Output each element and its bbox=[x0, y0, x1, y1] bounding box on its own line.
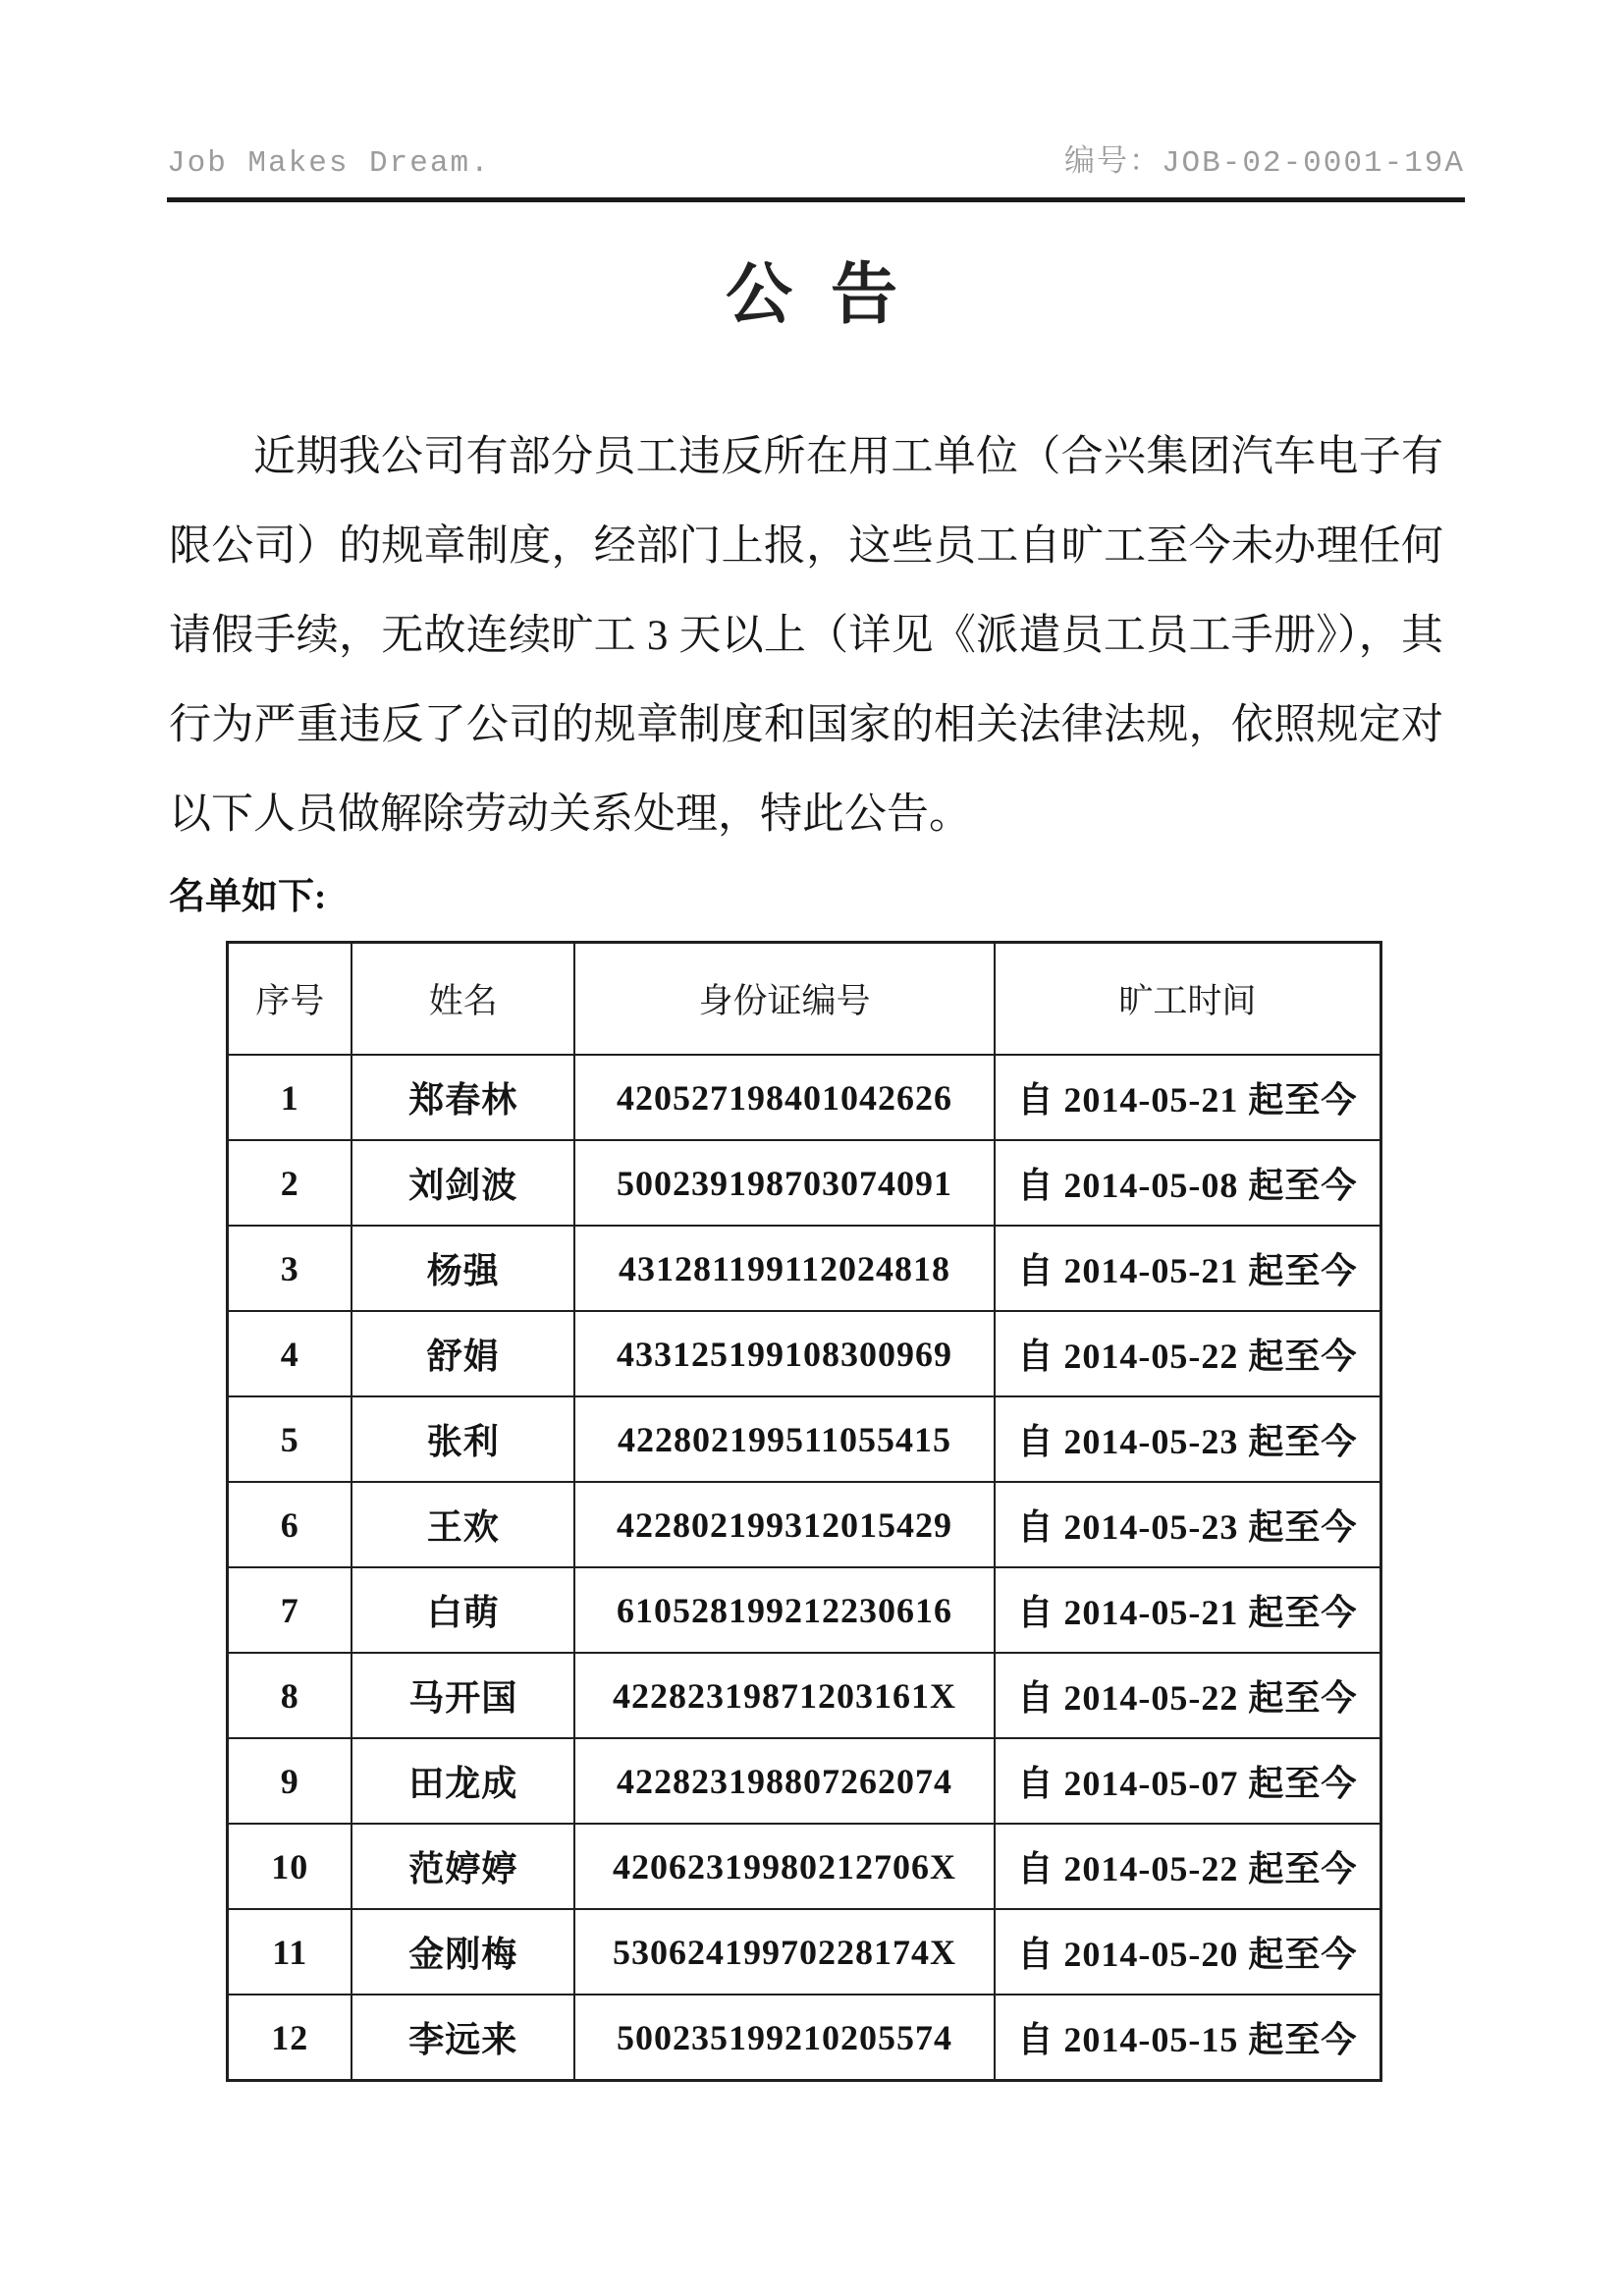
name-cell: 马开国 bbox=[352, 1653, 574, 1738]
id-number-cell: 420527198401042626 bbox=[574, 1055, 995, 1140]
table-row bbox=[228, 1396, 1381, 1482]
column-header: 身份证编号 bbox=[574, 943, 995, 1056]
id-number-cell: 433125199108300969 bbox=[574, 1311, 995, 1396]
dismissal-roster-table bbox=[226, 941, 1382, 2082]
seq-cell: 3 bbox=[228, 1226, 352, 1311]
id-number-cell: 500235199210205574 bbox=[574, 1995, 995, 2081]
name-cell: 白萌 bbox=[352, 1567, 574, 1653]
name-cell: 舒娟 bbox=[352, 1311, 574, 1396]
absence-period-cell: 自 2014-05-22 起至今 bbox=[995, 1311, 1381, 1396]
header-divider bbox=[167, 197, 1465, 202]
id-number-cell: 422823198807262074 bbox=[574, 1738, 995, 1824]
name-cell: 李远来 bbox=[352, 1995, 574, 2081]
table-row bbox=[228, 1824, 1381, 1909]
table-row bbox=[228, 1567, 1381, 1653]
name-cell: 金刚梅 bbox=[352, 1909, 574, 1995]
table-row bbox=[228, 1482, 1381, 1567]
id-number-cell: 42282319871203161X bbox=[574, 1653, 995, 1738]
name-cell: 田龙成 bbox=[352, 1738, 574, 1824]
header-slogan: Job Makes Dream. bbox=[167, 146, 491, 181]
absence-period-cell: 自 2014-05-07 起至今 bbox=[995, 1738, 1381, 1824]
id-number-cell: 431281199112024818 bbox=[574, 1226, 995, 1311]
seq-cell: 1 bbox=[228, 1055, 352, 1140]
table-body bbox=[228, 1055, 1381, 2081]
absence-period-cell: 自 2014-05-08 起至今 bbox=[995, 1140, 1381, 1226]
seq-cell: 10 bbox=[228, 1824, 352, 1909]
seq-cell: 9 bbox=[228, 1738, 352, 1824]
name-cell: 刘剑波 bbox=[352, 1140, 574, 1226]
seq-cell: 5 bbox=[228, 1396, 352, 1482]
absence-period-cell: 自 2014-05-22 起至今 bbox=[995, 1653, 1381, 1738]
id-number-cell: 422802199511055415 bbox=[574, 1396, 995, 1482]
header-row bbox=[228, 943, 1381, 1056]
table-row bbox=[228, 1738, 1381, 1824]
absence-period-cell: 自 2014-05-23 起至今 bbox=[995, 1482, 1381, 1567]
absence-period-cell: 自 2014-05-22 起至今 bbox=[995, 1824, 1381, 1909]
seq-cell: 7 bbox=[228, 1567, 352, 1653]
name-cell: 张利 bbox=[352, 1396, 574, 1482]
seq-cell: 2 bbox=[228, 1140, 352, 1226]
column-header: 序号 bbox=[228, 943, 352, 1056]
absence-period-cell: 自 2014-05-21 起至今 bbox=[995, 1226, 1381, 1311]
seq-cell: 6 bbox=[228, 1482, 352, 1567]
absence-period-cell: 自 2014-05-23 起至今 bbox=[995, 1396, 1381, 1482]
id-number-cell: 422802199312015429 bbox=[574, 1482, 995, 1567]
table-row bbox=[228, 1226, 1381, 1311]
id-number-cell: 53062419970228174X bbox=[574, 1909, 995, 1995]
absence-period-cell: 自 2014-05-21 起至今 bbox=[995, 1567, 1381, 1653]
list-label: 名单如下: bbox=[169, 877, 327, 917]
table-header bbox=[228, 943, 1381, 1056]
id-number-cell: 610528199212230616 bbox=[574, 1567, 995, 1653]
table-row bbox=[228, 1055, 1381, 1140]
page-title: 公 告 bbox=[725, 257, 897, 332]
announcement-paragraph: 近期我公司有部分员工违反所在用工单位（合兴集团汽车电子有限公司）的规章制度，经部门上报，这些员工自旷工至今未办理任何请假手续，无故连续旷工 3 天以上（详见《派遣员工员工手册》），其行为严重违反了公司的规章制度和国家的相关法律法规，依照规定对以下人员做解除劳动关系处理，特此公告。 bbox=[169, 434, 1443, 838]
table-row bbox=[228, 1140, 1381, 1226]
absence-period-cell: 自 2014-05-21 起至今 bbox=[995, 1055, 1381, 1140]
column-header: 旷工时间 bbox=[995, 943, 1381, 1056]
absence-period-cell: 自 2014-05-20 起至今 bbox=[995, 1909, 1381, 1995]
id-number-cell: 500239198703074091 bbox=[574, 1140, 995, 1226]
table-row bbox=[228, 1995, 1381, 2081]
seq-cell: 4 bbox=[228, 1311, 352, 1396]
table-row bbox=[228, 1311, 1381, 1396]
name-cell: 范婷婷 bbox=[352, 1824, 574, 1909]
id-number-cell: 42062319980212706X bbox=[574, 1824, 995, 1909]
header-doc-number: 编号：JOB-02-0001-19A bbox=[1063, 146, 1465, 181]
table-row bbox=[228, 1653, 1381, 1738]
seq-cell: 12 bbox=[228, 1995, 352, 2081]
name-cell: 王欢 bbox=[352, 1482, 574, 1567]
name-cell: 杨强 bbox=[352, 1226, 574, 1311]
name-cell: 郑春林 bbox=[352, 1055, 574, 1140]
table-row bbox=[228, 1909, 1381, 1995]
seq-cell: 11 bbox=[228, 1909, 352, 1995]
page-header bbox=[167, 136, 1465, 181]
seq-cell: 8 bbox=[228, 1653, 352, 1738]
absence-period-cell: 自 2014-05-15 起至今 bbox=[995, 1995, 1381, 2081]
column-header: 姓名 bbox=[352, 943, 574, 1056]
